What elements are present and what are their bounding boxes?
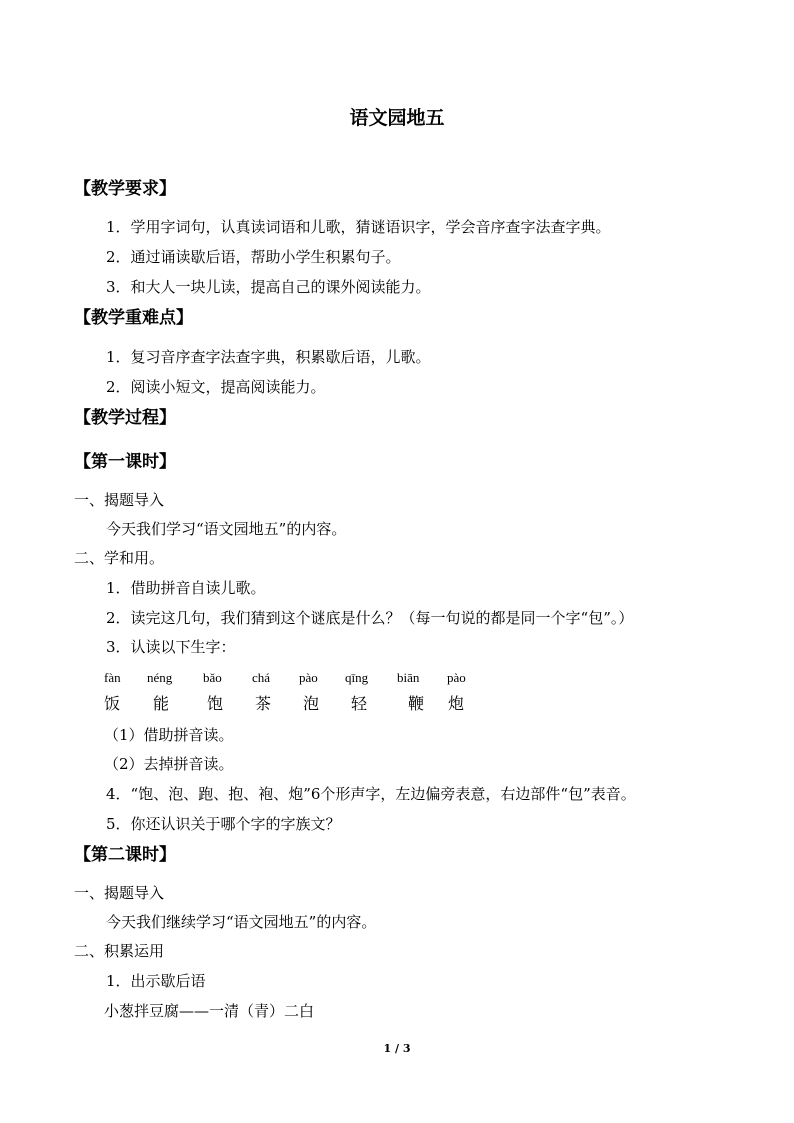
requirement-item-2: 2．通过诵读歇后语，帮助小学生积累句子。 bbox=[106, 248, 401, 266]
lesson1-sub-1: （1）借助拼音读。 bbox=[104, 726, 234, 744]
requirement-item-1: 1．学用字词句，认真读词语和儿歌，猜谜语识字，学会音序查字法查字典。 bbox=[106, 218, 611, 236]
key-point-item-2: 2．阅读小短文，提高阅读能力。 bbox=[106, 378, 326, 396]
char-neng: 能 bbox=[153, 694, 170, 713]
lesson2-item-1: 1．出示歇后语 bbox=[106, 972, 206, 990]
pinyin-pao: pào bbox=[299, 670, 318, 685]
document-title: 语文园地五 bbox=[349, 107, 445, 129]
lesson2-part1-title: 一、揭题导入 bbox=[74, 884, 165, 902]
char-cha: 茶 bbox=[255, 694, 272, 713]
section-heading-process: 【教学过程】 bbox=[74, 408, 176, 428]
lesson1-item-5: 5．你还认识关于哪个字的字族文？ bbox=[106, 815, 341, 833]
lesson1-part1-title: 一、揭题导入 bbox=[74, 491, 165, 509]
key-point-item-1: 1．复习音序查字法查字典，积累歇后语，儿歌。 bbox=[106, 348, 431, 366]
lesson1-part1-text: 今天我们学习“语文园地五”的内容。 bbox=[106, 520, 347, 538]
pinyin-bao: bǎo bbox=[203, 670, 222, 685]
requirement-item-3: 3．和大人一块儿读，提高自己的课外阅读能力。 bbox=[106, 278, 431, 296]
char-bao: 饱 bbox=[207, 694, 224, 713]
lesson1-item-1: 1．借助拼音自读儿歌。 bbox=[106, 579, 266, 597]
pinyin-fan: fàn bbox=[104, 670, 121, 685]
lesson1-item-2: 2．读完这几句，我们猜到这个谜底是什么？（每一句说的都是同一个字“包”。） bbox=[106, 609, 634, 627]
lesson2-example: 小葱拌豆腐——一清（青）二白 bbox=[104, 1002, 315, 1020]
char-fan: 饭 bbox=[104, 694, 121, 713]
lesson2-part1-text: 今天我们继续学习“语文园地五”的内容。 bbox=[106, 913, 377, 931]
char-bian: 鞭 bbox=[408, 694, 425, 713]
char-qing: 轻 bbox=[351, 694, 368, 713]
pinyin-neng: néng bbox=[147, 670, 173, 685]
section-heading-lesson-2: 【第二课时】 bbox=[74, 845, 176, 865]
pinyin-bian: biān bbox=[397, 670, 420, 685]
pinyin-cha: chá bbox=[252, 670, 271, 685]
char-pao: 泡 bbox=[303, 694, 320, 713]
section-heading-lesson-1: 【第一课时】 bbox=[74, 452, 176, 472]
lesson1-item-3: 3．认读以下生字： bbox=[106, 638, 236, 656]
lesson1-item-4: 4．“饱、泡、跑、抱、袍、炮”6个形声字，左边偏旁表意，右边部件“包”表音。 bbox=[106, 785, 636, 803]
pinyin-qing: qīng bbox=[345, 670, 369, 685]
pinyin-pao-2: pào bbox=[447, 670, 466, 685]
char-pao-2: 炮 bbox=[448, 694, 465, 713]
section-heading-key-points: 【教学重难点】 bbox=[74, 308, 193, 328]
lesson1-sub-2: （2）去掉拼音读。 bbox=[104, 755, 234, 773]
section-heading-requirements: 【教学要求】 bbox=[74, 179, 176, 199]
lesson2-part2-title: 二、积累运用 bbox=[74, 942, 165, 960]
page-number: 1 / 3 bbox=[383, 1042, 411, 1055]
lesson1-part2-title: 二、学和用。 bbox=[74, 549, 165, 567]
